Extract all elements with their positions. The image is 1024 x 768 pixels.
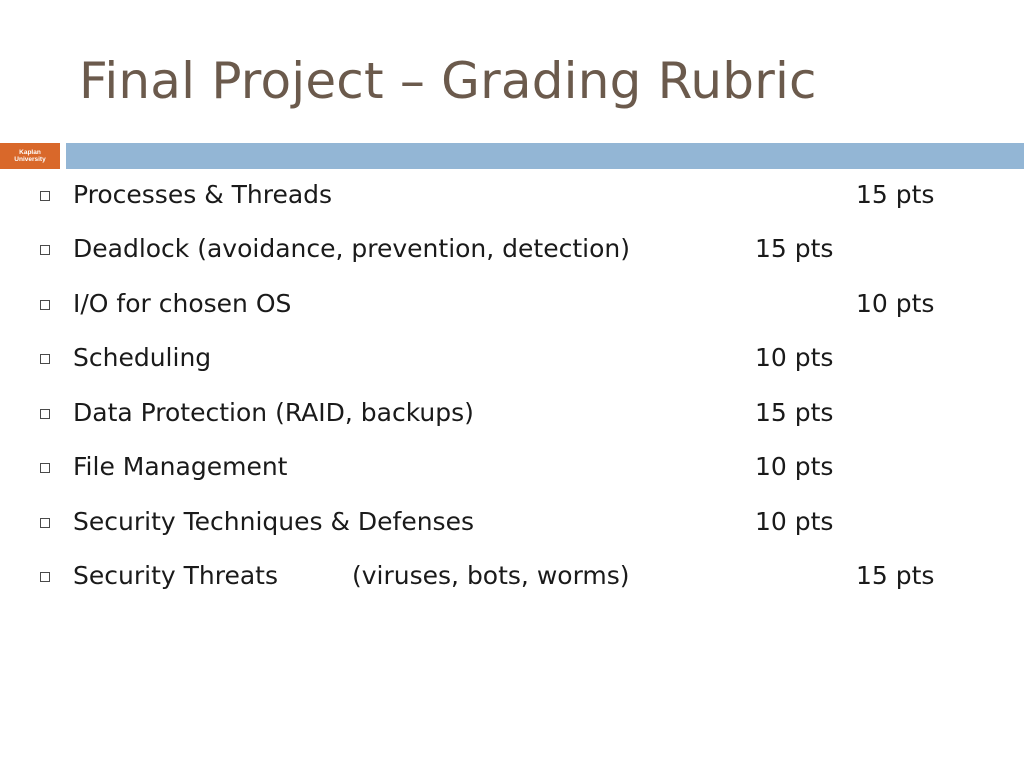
rubric-item-label: File Management (73, 452, 288, 481)
rubric-item-label: I/O for chosen OS (73, 289, 292, 318)
rubric-item-points: 10 pts (755, 343, 834, 372)
rubric-item-deadlock (0, 229, 1024, 269)
square-bullet-icon (40, 572, 50, 582)
rubric-item-points: 10 pts (755, 452, 834, 481)
rubric-item-label: Processes & Threads (73, 180, 333, 209)
square-bullet-icon (40, 518, 50, 528)
rubric-item-points: 15 pts (755, 234, 834, 263)
rubric-item-label: Security Threats (73, 561, 278, 590)
rubric-item-label: Scheduling (73, 343, 212, 372)
rubric-item-security-threats (0, 556, 1024, 596)
rubric-item-security-techniques (0, 502, 1024, 542)
square-bullet-icon (40, 245, 50, 255)
kaplan-university-logo (0, 143, 60, 169)
rubric-item-label: Deadlock (avoidance, prevention, detection) (73, 234, 630, 263)
square-bullet-icon (40, 300, 50, 310)
rubric-item-detail: (viruses, bots, worms) (352, 561, 630, 590)
square-bullet-icon (40, 409, 50, 419)
rubric-item-data-protection (0, 393, 1024, 433)
rubric-item-points: 15 pts (755, 398, 834, 427)
rubric-item-points: 15 pts (856, 180, 935, 209)
rubric-item-points: 10 pts (755, 507, 834, 536)
slide-title: Final Project – Grading Rubric (79, 52, 817, 110)
square-bullet-icon (40, 354, 50, 364)
rubric-item-file-management (0, 447, 1024, 487)
rubric-item-io (0, 284, 1024, 324)
square-bullet-icon (40, 463, 50, 473)
rubric-item-label: Security Techniques & Defenses (73, 507, 474, 536)
logo-line-2: University (14, 156, 46, 163)
rubric-item-processes-threads (0, 175, 1024, 215)
rubric-item-label: Data Protection (RAID, backups) (73, 398, 474, 427)
title-accent-bar (66, 143, 1024, 169)
square-bullet-icon (40, 191, 50, 201)
rubric-item-scheduling (0, 338, 1024, 378)
logo-line-1: Kaplan (19, 149, 41, 156)
rubric-item-points: 10 pts (856, 289, 935, 318)
rubric-item-points: 15 pts (856, 561, 935, 590)
